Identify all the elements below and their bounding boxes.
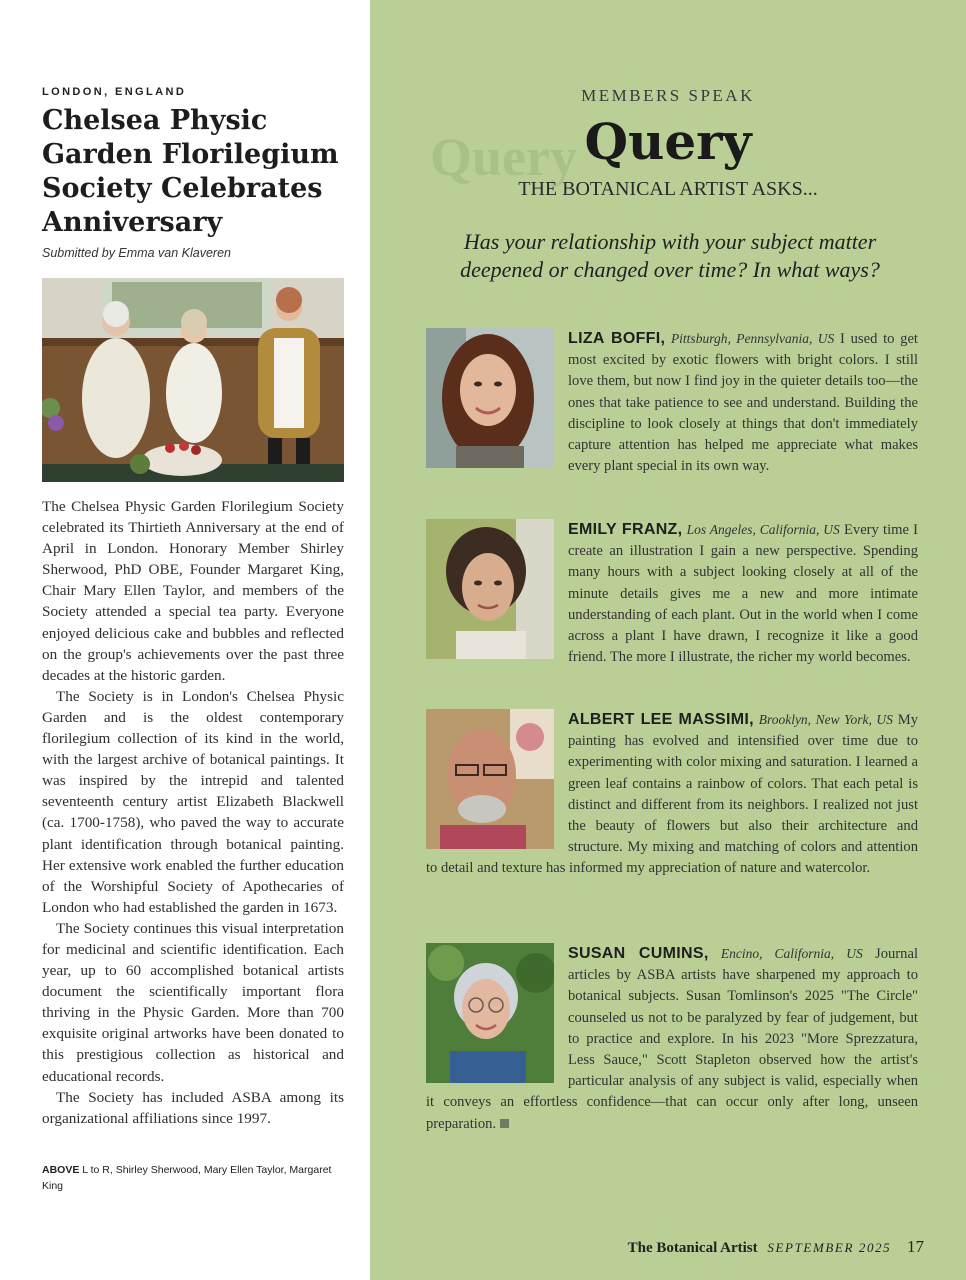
photo-caption: [42, 1162, 342, 1194]
issue-date: SEPTEMBER 2025: [767, 1240, 892, 1255]
member-name: ALBERT LEE MASSIMI,: [568, 711, 754, 728]
member-entry: [426, 328, 918, 477]
member-location: Pittsburgh, Pennsylvania, US: [670, 331, 835, 346]
member-response: My painting has evolved and intensified over time due to experimenting with color mixing and saturation. I learned a green leaf contains a rainbow of colors. That each petal is distinct and different from its neighbors. I realized not just the beauty of flowers but also their architecture and structure. My mixing and matching of colors and attention to detail and texture has informed my appreciation of nature and watercolor.: [426, 712, 919, 877]
query-title: Query: [584, 112, 752, 171]
member-entry: [426, 709, 918, 880]
portrait-emily-franz: [426, 519, 554, 659]
member-response: Every time I create an illustration I gain a new perspective. Spending many hours with a subject looking closely at all of the minute details gives me a new and more intimate understanding of each plant. Out in the world when I come across a plant I have drawn, I recognize it like a good friend. The more I illustrate, the richer my world becomes.: [568, 522, 918, 666]
page-number: 17: [907, 1237, 924, 1256]
caption-text: L to R, Shirley Sherwood, Mary Ellen Taylor, Margaret King: [42, 1164, 332, 1192]
byline: Submitted by Emma van Klaveren: [42, 246, 231, 260]
member-entry: [426, 943, 918, 1135]
caption-lead: ABOVE: [42, 1164, 80, 1176]
portrait-liza-boffi: [426, 328, 554, 468]
paragraph: The Society is in London's Chelsea Physic Garden and is the oldest contemporary florilegium collection of its kind in the world, with the largest archive of botanical paintings. It was inspired by the intrepid and talented seventeenth century artist Elizabeth Blackwell (ca. 1700-1758), who paved the way to accurate plant identification through botanical painting. Her extensive work enabled the further education of the Worshipful Society of Apothecaries of London who had established the garden in 1673.: [42, 687, 344, 916]
article-headline: Chelsea Physic Garden Florilegium Society Celebrates Anniversary: [42, 105, 339, 238]
title-shadow: Query: [430, 127, 577, 187]
portrait-albert-lee-massimi: [426, 709, 554, 849]
portrait-susan-cumins: [426, 943, 554, 1083]
member-location: Encino, California, US: [720, 946, 863, 961]
member-location: Los Angeles, California, US: [686, 522, 840, 537]
location-kicker: LONDON, ENGLAND: [42, 86, 187, 98]
page-footer: [628, 1237, 924, 1257]
member-name: LIZA BOFFI,: [568, 330, 666, 347]
member-response: I used to get most excited by exotic flowers with bright colors. I still love them, but now I find joy in the quieter details too—the ones that take patience to see and understand. Building the discipline to look closely at things that don't immediately capture attention has helped me appreciate what makes every plant special in its own way.: [568, 331, 918, 475]
member-name: SUSAN CUMINS,: [568, 945, 709, 962]
query-subtitle: THE BOTANICAL ARTIST ASKS...: [518, 178, 818, 200]
member-entry: [426, 519, 918, 668]
query-question: Has your relationship with your subject matter deepened or changed over time? In what ways?: [460, 229, 880, 282]
member-location: Brooklyn, New York, US: [758, 712, 893, 727]
article-body: [42, 496, 344, 1129]
event-photo: [42, 278, 344, 482]
member-response: Journal articles by ASBA artists have sharpened my approach to botanical subjects. Susan Tomlinson's 2025 "The Circle" counseled us not to be paralyzed by fear of judgement, but to practice and explore. In his 2023 "More Sprezzatura, Less Sauce," Scott Stapleton observed how the artist's particular analysis of any subject is valid, especially when it conveys an effortless confidence—that can occur only after long, unseen preparation.: [426, 946, 918, 1132]
section-label: MEMBERS SPEAK: [581, 86, 755, 105]
paragraph: The Chelsea Physic Garden Florilegium Society celebrated its Thirtieth Anniversary at the end of April in London. Honorary Member Shirley Sherwood, PhD OBE, Founder Margaret King, Chair Mary Ellen Taylor, and members of the Society attended a special tea party. Everyone enjoyed delicious cake and bubbles and reflected on the group's achievements over the past three decades at the historic garden.: [42, 498, 344, 684]
member-name: EMILY FRANZ,: [568, 521, 683, 538]
left-column: [0, 0, 370, 1280]
paragraph: The Society continues this visual interpretation for medicinal and scientific identification. Each year, up to 60 accomplished botanical artists document the scientifically important flora thriving in the Physic Garden. More than 700 exquisite original artworks have been donated to this prestigious collection as historical and educational records.: [42, 919, 344, 1085]
paragraph: The Society has included ASBA among its organizational affiliations since 1997.: [42, 1088, 344, 1127]
end-mark: [500, 1119, 509, 1128]
publication-name: The Botanical Artist: [627, 1240, 758, 1256]
